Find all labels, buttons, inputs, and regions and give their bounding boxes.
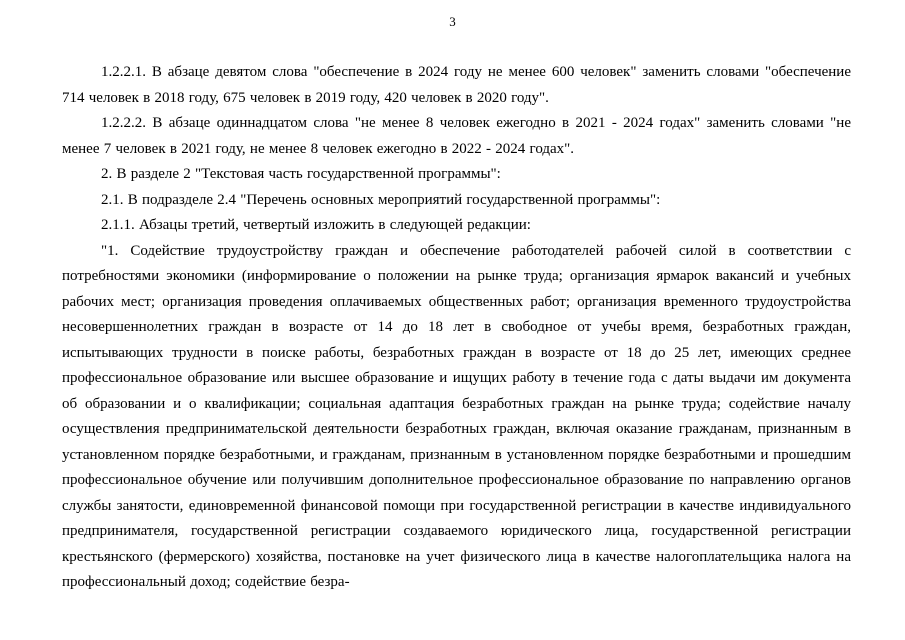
paragraph-2-1-1: 2.1.1. Абзацы третий, четвертый изложить в следующей редакции: <box>101 217 531 233</box>
paragraph-1-2-2-2: 1.2.2.2. В абзаце одиннадцатом слова "не менее 8 человек ежегодно в 2021 - 2024 годах" заменить словами "не менее 7 человек в 2021 году, не менее 8 человек ежегодно в 2022 - 2024 годах". <box>62 115 851 157</box>
paragraph-2-1: 2.1. В подразделе 2.4 "Перечень основных мероприятий государственной программы": <box>101 191 661 208</box>
page-number: 3 <box>449 14 456 29</box>
paragraph-quoted-item-1: "1. Содействие трудоустройству граждан и обеспечение работодателей рабочей силой в соответствии с потребностями экономики (информирование о положении на рынке труда; организация ярмарок вакансий и учебных рабочих мест; организация проведения оплачиваемых общественных работ; организация временного трудоустройства несовершеннолетних граждан в возрасте от 14 до 18 лет в свободное от учебы время, безработных граждан, испытывающих трудности в поиске работы, безработных граждан в возрасте от 18 до 25 лет, имеющих среднее профессиональное образование или высшее образование и ищущих работу в течение года с даты выдачи им документа об образовании и о квалификации; социальная адаптация безработных граждан на рынке труда; содействие началу осуществления предпринимательской деятельности безработных граждан, включая оказание гражданам, признанным в установленном порядке безработными, и гражданам, признанным в установленном порядке безработными и прошедшим профессиональное обучение или получившим дополнительное профессиональное образование по направлению органов службы занятости, единовременной финансовой помощи при государственной регистрации в качестве индивидуального предпринимателя, государственной регистрации создаваемого юридического лица, государственной регистрации крестьянского (фермерского) хозяйства, постановке на учет физического лица в качестве налогоплательщика налога на профессиональный доход; содействие безра- <box>62 242 851 590</box>
paragraph-2: 2. В разделе 2 "Текстовая часть государственной программы": <box>101 166 501 182</box>
document-body <box>62 60 851 596</box>
paragraph-1-2-2-1: 1.2.2.1. В абзаце девятом слова "обеспечение в 2024 году не менее 600 человек" заменить словами "обеспечение 714 человек в 2018 году, 675 человек в 2019 году, 420 человек в 2020 году". <box>62 64 851 106</box>
